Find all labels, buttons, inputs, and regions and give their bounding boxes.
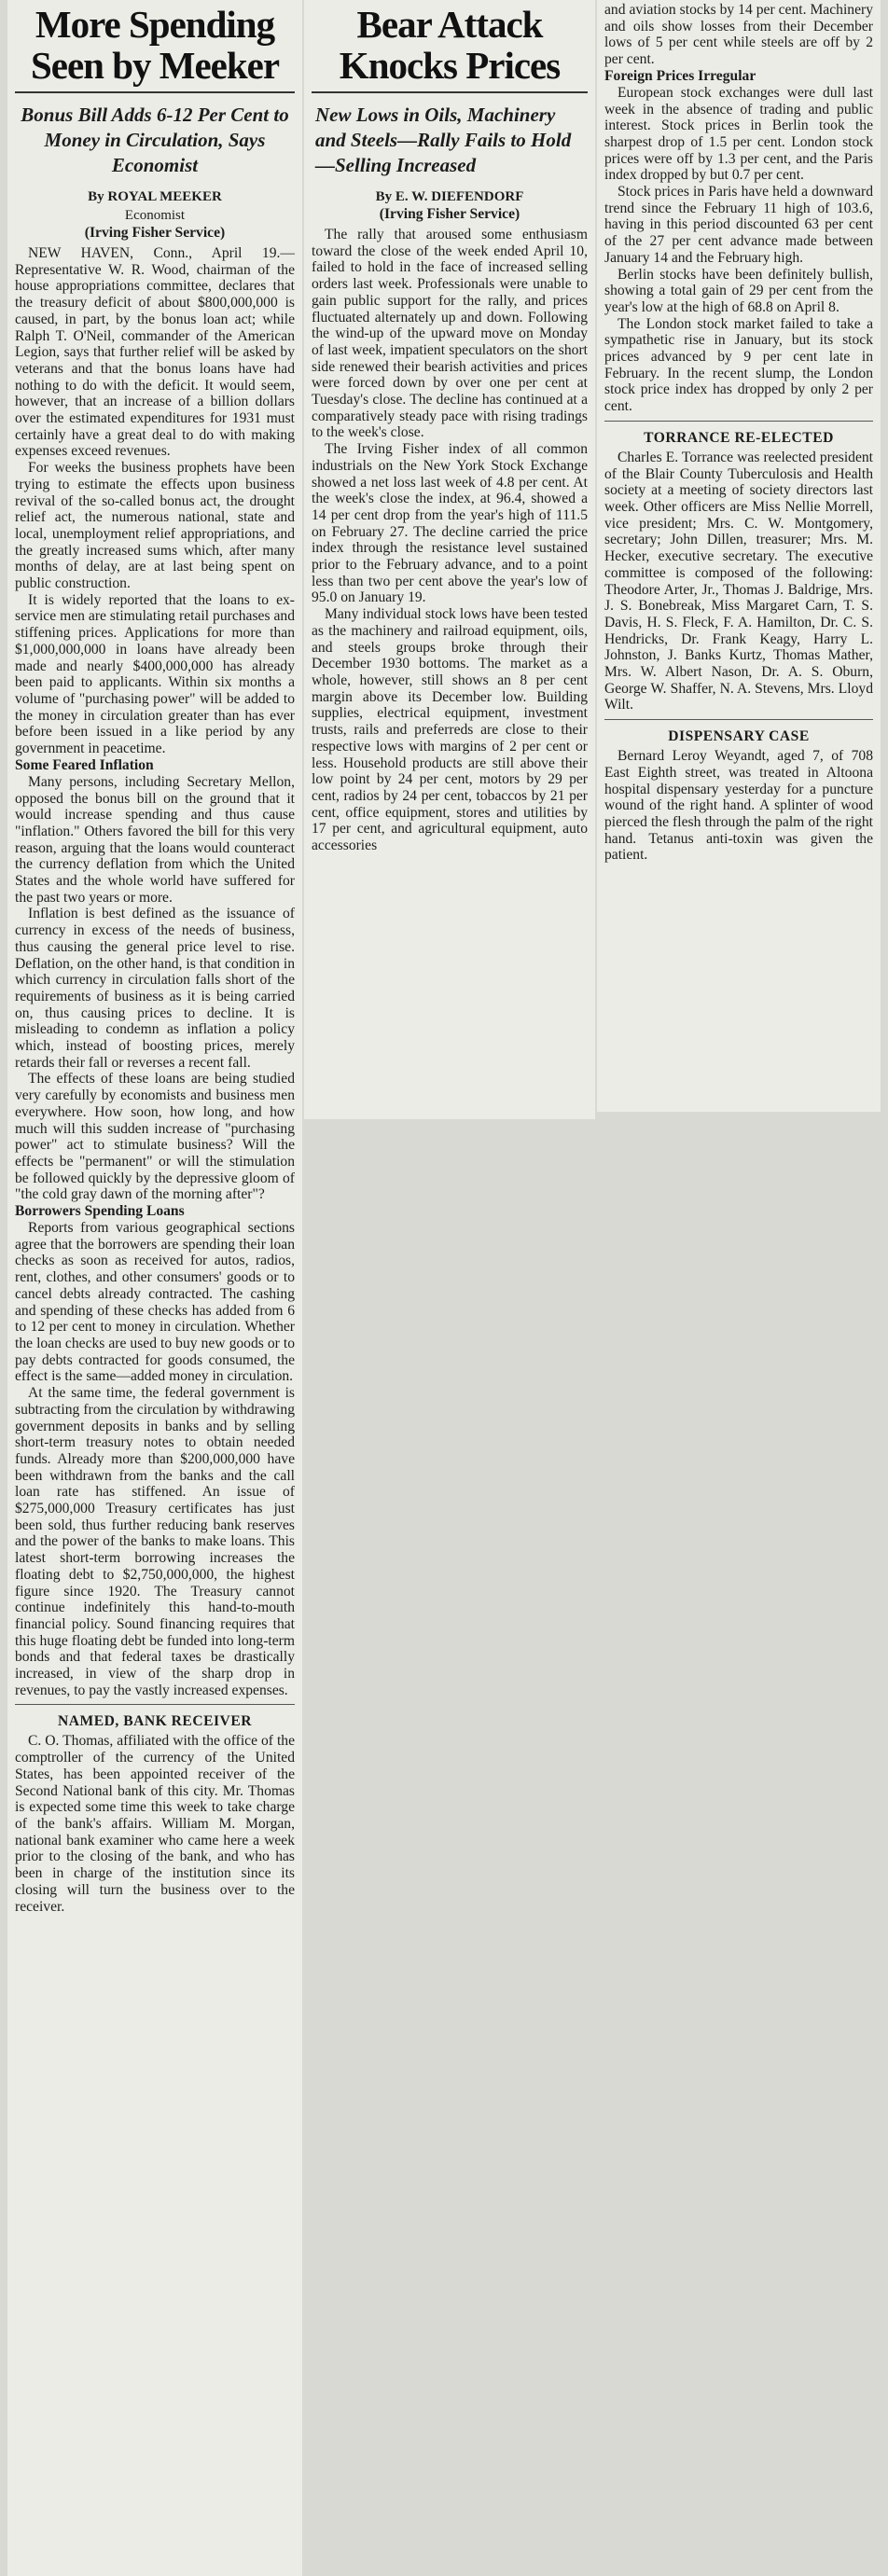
paragraph: The London stock market failed to take a sympathetic rise in January, but its stock prices advanced by 9 per cent late in February. In the recent slump, the London stock price index has dropped by only 2 per cent. [604, 315, 873, 415]
meeker-service: (Irving Fisher Service) [84, 225, 226, 241]
meeker-title: Economist [124, 208, 186, 223]
divider [312, 91, 588, 93]
paragraph: Charles E. Torrance was reelected president of the Blair County Tuberculosis and Health society at a meeting of society directors last week. Other officers are Miss Nellie Morrell, vice president; Mrs. C. W. Montgomery, secretary; John Dillen, treasurer; Mrs. M. Hecker, executive secretary. The executive committee is composed of the following: Theodore Arter, Jr., Thomas J. Baldrige, Mrs. J. S. Bonebreak, Miss Margaret Carn, T. S. Davis, H. S. Fleck, F. A. Hamilton, Dr. C. S. Hendricks, Dr. Frank Keagy, Harry L. Johnston, J. Banks Kurtz, Thomas Mather, Mrs. W. Albert Nason, Dr. A. S. Oburn, George W. Shaffer, N. A. Stevens, Mrs. Lloyd Wilt. [604, 449, 873, 713]
subhead: Some Feared Inflation [15, 756, 154, 773]
paragraph: European stock exchanges were dull last week in the absence of trading and public interest. Stock prices in Berlin took the sharpest drop of 1.5 per cent. London stock prices were off by 1.3 per cent, and the Paris index dropped by but 0.7 per cent. [604, 84, 873, 184]
subhead: Foreign Prices Irregular [604, 67, 756, 84]
meeker-column [7, 0, 302, 2576]
paragraph: and aviation stocks by 14 per cent. Machinery and oils show losses from their December lows of 5 per cent while steels are off by 2 per cent. [604, 2, 873, 68]
meeker-deck: Bonus Bill Adds 6-12 Per Cent to Money in Circulation, Says Economist [21, 104, 289, 176]
bear-deck: New Lows in Oils, Machinery and Steels—Rally Fails to Hold—Selling Increased [315, 104, 572, 176]
paragraph: It is widely reported that the loans to ex-service men are stimulating retail purchases and stiffening prices. Applications for more than $1,000,000,000 in loans have already been made and nearly $400,000,000 has already been paid to applicants. Within six months a volume of "purchasing power" will be added to the money in circulation greater than has ever before been issued in a like period by any government in peacetime. [15, 591, 295, 757]
briefs-column [597, 0, 881, 1112]
paragraph: C. O. Thomas, affiliated with the office of the comptroller of the currency of the United States, has been appointed receiver of the Second National bank of this city. Mr. Thomas is expected some time this week to take charge of the bank's affairs. William M. Morgan, national bank examiner who came here a week prior to the closing of the bank, and who has been in charge of the institution since its closing will turn the business over to the receiver. [15, 1733, 295, 1915]
bear-service: (Irving Fisher Service) [379, 206, 520, 222]
subhead: Borrowers Spending Loans [15, 1203, 185, 1220]
bear-column [304, 0, 595, 1119]
dispensary-headline: DISPENSARY CASE [668, 728, 810, 745]
paragraph: Bernard Leroy Weyandt, aged 7, of 708 East Eighth street, was treated in Altoona hospital dispensary yesterday for a puncture wound of the right hand. A splinter of wood pierced the flesh through the palm of the right hand. Tetanus anti-toxin was given the patient. [604, 748, 873, 864]
paragraph: Many persons, including Secretary Mellon, opposed the bonus bill on the ground that it would increase spending and thus cause "inflation." Others favored the bill for this very reason, arguing that the loans would counteract the currency deflation from which the United States and the whole world have suffered for the past two years or more. [15, 773, 295, 906]
paragraph: The effects of these loans are being studied very carefully by economists and business men everywhere. How soon, how long, and how much will this sudden increase of "purchasing power" act to stimulate business? Will the effects be "permanent" or will the stimulation be followed quickly by the depressive gloom of "the cold gray dawn of the morning after"? [15, 1071, 295, 1203]
torrance-headline: TORRANCE RE-ELECTED [644, 429, 834, 446]
paragraph: Stock prices in Paris have held a downward trend since the February 11 high of 103.6, having in this period discounted 63 per cent of the 27 per cent advance made between January 14 and the February high. [604, 184, 873, 266]
paragraph: Many individual stock lows have been tested as the machinery and railroad equipment, oils, and steels groups broke through their December 1930 bottoms. The market as a whole, however, still shows an 8 per cent margin above its December low. Building supplies, electrical equipment, investment trusts, rails and preferreds are close to their respective lows with margins of 2 per cent or less. Household products are still above their low point by 24 per cent, motors by 29 per cent, radios by 24 per cent, tobaccos by 21 per cent, office equipment, stores and utilities by 17 per cent, and agricultural equipment, auto accessories [312, 606, 588, 854]
receiver-headline: NAMED, BANK RECEIVER [58, 1713, 252, 1730]
divider [604, 421, 873, 422]
divider [15, 91, 295, 93]
divider [604, 719, 873, 720]
paragraph: Reports from various geographical sections agree that the borrowers are spending their loan checks as soon as received for autos, radios, rent, clothes, and other consumers' goods or to cancel debts already contracted. The cashing and spending of these checks has added from 6 to 12 per cent to money in circulation. Whether the loan checks are used to buy new goods or to pay debts contracted for goods consumed, the effect is the same—added money in circulation. [15, 1220, 295, 1385]
paragraph: The rally that aroused some enthusiasm toward the close of the week ended April 10, failed to hold in the face of increased selling orders last week. Professionals were unable to gain public support for the rally, and prices fluctuated alternately up and down. Following the wind-up of the upward move on Monday of last week, impatient speculators on the short side renewed their bearish activities and prices were forced down by over one per cent at Tuesday's close. The decline has continued at a comparatively steady pace with rising tradings to the week's close. [312, 227, 588, 441]
paragraph: At the same time, the federal government is subtracting from the circulation by withdrawing government deposits in banks and by selling short-term treasury notes to obtain needed funds. Already more than $200,000,000 have been withdrawn from the banks and the call loan rate has stiffened. An issue of $275,000,000 Treasury certificates has just been sold, thus further reducing bank reserves and the power of the banks to make loans. This latest short-term borrowing increases the floating debt to $2,750,000,000, the highest figure since 1920. The Treasury cannot continue indefinitely this hand-to-mouth financial policy. Sound financing requires that this huge floating debt be funded into long-term bonds and that federal taxes be drastically increased, in view of the sharp drop in revenues, to pay the vastly increased expenses. [15, 1385, 295, 1698]
paragraph: For weeks the business prophets have been trying to estimate the effects upon business revival of the so-called bonus act, the drought relief act, the numerous national, state and local, unemployment relief appropriations, and the greatly increased sums which, after many months of delay, are at last being spent on public construction. [15, 460, 295, 592]
bear-byline: By E. W. DIEFENDORF [375, 189, 524, 204]
paragraph: NEW HAVEN, Conn., April 19.—Representative W. R. Wood, chairman of the house appropriations committee, declares that the treasury deficit of about $800,000,000 is caused, in part, by the bonus loan act; while Ralph T. O'Neil, commander of the American Legion, says that further relief will be asked by veterans and that the bonus loans have had nothing to do with the deficit. It would seem, however, that an increase of a billion dollars over the estimated expenditures for 1931 must certainly have a great deal to do with making expenses exceed revenues. [15, 245, 295, 460]
divider [15, 1704, 295, 1705]
paragraph: Inflation is best defined as the issuance of currency in excess of the needs of business, thus causing the general price level to rise. Deflation, on the other hand, is that condition in which currency in circulation falls short of the requirements of business as it is being carried on, thus causing prices to decline. It is misleading to condemn as inflation a policy which, instead of boosting prices, merely retards their fall or reverses a recent fall. [15, 906, 295, 1071]
paragraph: The Irving Fisher index of all common industrials on the New York Stock Exchange showed a net loss last week of 4.8 per cent. At the week's close the index, at 96.4, showed a 14 per cent drop from the year's high of 111.5 on February 27. The decline carried the price index through the resistance level sustained prior to the February advance, and to a point less than two per cent above the year's low of 95.0 on January 19. [312, 441, 588, 606]
meeker-headline: More Spending Seen by Meeker [30, 3, 280, 87]
paragraph: Berlin stocks have been definitely bullish, showing a total gain of 29 per cent from the year's low at the high of 68.8 on April 8. [604, 266, 873, 315]
bear-headline: Bear Attack Knocks Prices [339, 3, 561, 87]
meeker-byline: By ROYAL MEEKER [88, 189, 222, 204]
